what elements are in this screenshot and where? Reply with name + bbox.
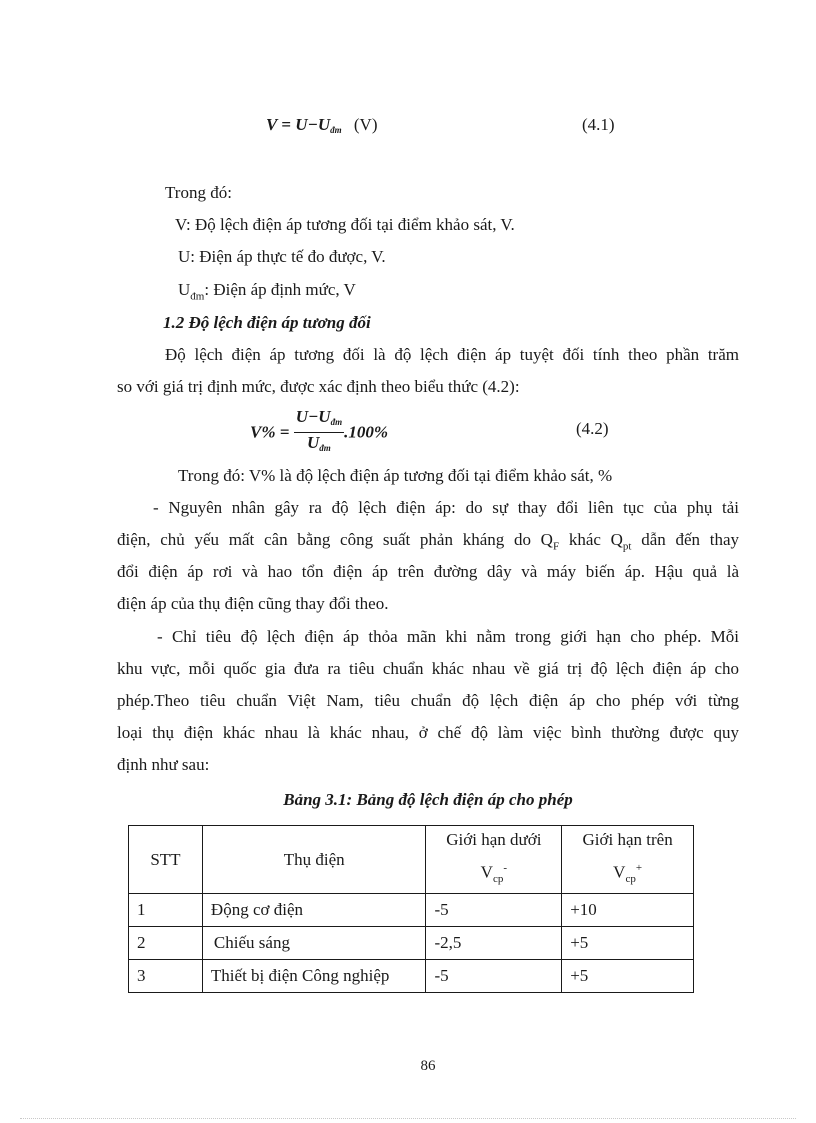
eq2-num-u: U [295,407,308,426]
cell-upper: +5 [562,927,694,960]
table-row [129,927,694,960]
table-caption: Bảng 3.1: Bảng độ lệch điện áp cho phép [283,790,573,809]
symbol-sub: cp [492,873,504,886]
eq2-factor: .100% [344,422,388,442]
definition-udm-text: : Điện áp định mức, V [204,280,356,299]
definition-u: U: Điện áp thực tế đo được, V. [178,247,386,266]
paragraph-2-text: điện, chủ yếu mất cân bằng công suất phản kháng do Q [117,530,553,549]
definition-udm-sub: đm [190,290,205,303]
eq1-minus: − [307,115,318,134]
cell-lower: -2,5 [426,927,562,960]
voltage-deviation-table [128,825,694,993]
paragraph-2-line: điện áp của thụ điện cũng thay đổi theo. [117,594,389,613]
eq1-udm: U [317,115,331,134]
q-f-sub: F [552,540,560,553]
header-stt: STT [129,826,203,894]
eq2-den-sub: đm [319,443,331,453]
table-row [129,960,694,993]
equation-4-1-number: (4.1) [582,115,615,134]
header-lower-symbol [434,854,553,893]
eq2-num-udm: U [318,407,331,426]
paragraph-3 [117,621,739,781]
eq1-u: U [295,115,308,134]
paragraph-2-text: khác Q [559,530,623,549]
page-number: 86 [420,1058,436,1074]
paragraph-3-line: - Chỉ tiêu độ lệch điện áp thỏa mãn khi nằm trong giới hạn cho phép. Mỗi [157,627,739,646]
table-header-row [129,826,694,894]
paragraph-2-line [117,524,739,556]
eq2-equals: = [279,422,290,442]
q-pt-sub: pt [622,540,632,553]
cell-lower: -5 [426,894,562,927]
cell-stt: 1 [129,894,203,927]
paragraph-1-line: Độ lệch điện áp tương đối là độ lệch điện áp tuyệt đối tính theo phần trăm [165,345,739,364]
cell-upper: +10 [562,894,694,927]
paragraph-2-line: đổi điện áp rơi và hao tổn điện áp trên đường dây và máy biến áp. Hậu quả là [117,562,739,581]
eq2-denominator [294,433,344,458]
page-bottom-divider [20,1118,796,1119]
paragraph-1 [117,339,739,403]
equation-4-2 [250,407,388,458]
header-lower [426,826,562,894]
cell-stt: 3 [129,960,203,993]
paragraph-3-line: khu vực, mỗi quốc gia đưa ra tiêu chuẩn khác nhau về giá trị độ lệch điện áp cho [117,659,739,678]
symbol-v: V [480,862,493,882]
equation-4-2-number: (4.2) [576,419,609,438]
header-device: Thụ điện [202,826,426,894]
symbol-sup: - [503,862,508,874]
eq2-fraction [294,407,344,458]
section-heading: 1.2 Độ lệch điện áp tương đối [163,313,371,332]
symbol-sub: cp [625,873,636,886]
definition-udm-symbol: U [178,280,191,299]
paragraph-3-line: phép.Theo tiêu chuẩn Việt Nam, tiêu chuẩn độ lệch điện áp cho phép với từng [117,691,739,710]
header-lower-title: Giới hạn dưới [446,830,542,849]
where-2: Trong đó: V% là độ lệch điện áp tương đối tại điểm khảo sát, % [178,466,613,485]
cell-device: Thiết bị điện Công nghiệp [202,960,426,993]
eq2-num-sub: đm [330,417,343,427]
cell-device: Động cơ điện [202,894,426,927]
equation-4-1 [266,115,377,135]
paragraph-2 [117,492,739,620]
definition-v: V: Độ lệch điện áp tương đối tại điểm khảo sát, V. [175,215,515,234]
cell-stt: 2 [129,927,203,960]
paragraph-3-line: loại thụ điện khác nhau là khác nhau, ở chế độ làm việc bình thường được quy [117,723,739,742]
eq1-equals: = [281,115,291,134]
cell-upper: +5 [562,960,694,993]
paragraph-3-line: định như sau: [117,755,210,774]
eq2-num-minus: − [307,407,319,426]
eq2-den-udm: U [306,433,320,452]
cell-lower: -5 [426,960,562,993]
table-row [129,894,694,927]
header-upper-title: Giới hạn trên [582,830,673,849]
where-label: Trong đó: [165,183,232,202]
eq2-lhs: V% [250,422,276,442]
eq1-lhs: V [266,115,278,134]
paragraph-2-line: - Nguyên nhân gây ra độ lệch điện áp: do sự thay đổi liên tục của phụ tải [153,498,739,517]
symbol-v: V [613,862,626,882]
eq2-numerator [294,407,344,433]
header-upper-symbol [570,854,685,893]
header-upper [562,826,694,894]
definition-udm [178,280,356,302]
cell-device: Chiếu sáng [202,927,426,960]
paragraph-2-text: dẫn đến thay [631,530,739,549]
eq1-udm-sub: đm [330,125,342,135]
paragraph-1-line: so với giá trị định mức, được xác định theo biểu thức (4.2): [117,377,520,396]
symbol-sup: + [635,862,643,874]
eq1-unit: (V) [353,115,378,134]
